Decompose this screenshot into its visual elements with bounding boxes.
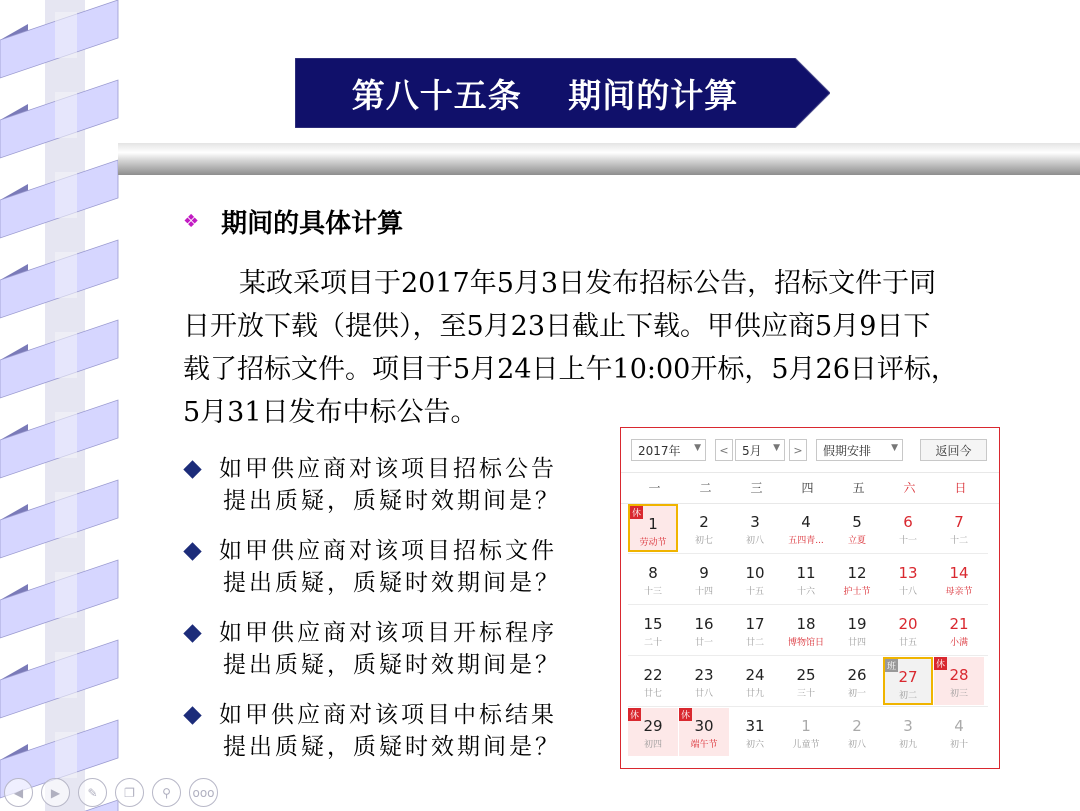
lunar-label: 母亲节 — [945, 587, 973, 597]
lunar-label: 三十 — [796, 689, 815, 699]
dropdown-arrow-icon: ▼ — [694, 443, 701, 453]
row-divider — [628, 655, 988, 656]
lunar-label: 二十 — [643, 638, 662, 648]
row-divider — [628, 604, 988, 605]
paragraph-line: 日开放下载（提供），至5月23日截止下载。甲供应商5月9日下 — [183, 311, 931, 342]
lunar-label: 廿一 — [694, 638, 713, 648]
holiday-tag: 休 — [628, 708, 641, 721]
day-number: 30 — [694, 717, 714, 735]
lunar-label: 廿四 — [847, 638, 866, 648]
day-number: 16 — [694, 615, 714, 633]
case-paragraph — [183, 262, 1013, 434]
lunar-label: 博物馆日 — [787, 638, 824, 648]
lunar-label: 初十 — [949, 740, 968, 750]
calendar-day[interactable] — [679, 708, 729, 756]
calendar-day[interactable] — [730, 606, 780, 654]
calendar-day[interactable] — [934, 504, 984, 552]
day-number: 14 — [949, 564, 969, 582]
bullet-icon: ❖ — [183, 211, 200, 232]
question-item: 如甲供应商对该项目招标公告 提出质疑，质疑时效期间是？ — [183, 453, 603, 535]
lunar-label: 十八 — [898, 587, 917, 597]
question-item: 如甲供应商对该项目开标程序 提出质疑，质疑时效期间是？ — [183, 617, 603, 699]
month-select[interactable]: 5月 ▼ — [735, 439, 785, 461]
calendar-day[interactable] — [628, 555, 678, 603]
calendar-day[interactable] — [679, 555, 729, 603]
calendar-day[interactable] — [832, 708, 882, 756]
calendar-day[interactable] — [730, 504, 780, 552]
header-bar — [118, 143, 1080, 175]
lunar-label: 儿童节 — [792, 740, 820, 750]
holiday-tag: 休 — [630, 506, 643, 519]
calendar-day[interactable] — [832, 555, 882, 603]
calendar-day[interactable] — [883, 657, 933, 705]
lunar-label: 廿八 — [694, 689, 713, 699]
row-divider — [628, 553, 988, 554]
calendar-day[interactable] — [934, 555, 984, 603]
weekday-label: 二 — [699, 481, 712, 495]
question-list — [183, 453, 603, 781]
lunar-label: 廿九 — [745, 689, 764, 699]
lunar-label: 初八 — [745, 536, 764, 546]
calendar-day[interactable] — [730, 708, 780, 756]
holiday-select[interactable]: 假期安排 ▼ — [816, 439, 903, 461]
lunar-label: 十三 — [643, 587, 662, 597]
calendar-day[interactable] — [628, 504, 678, 552]
day-number: 12 — [847, 564, 867, 582]
weekday-label: 六 — [903, 481, 916, 495]
slides-icon[interactable]: ❐ — [115, 778, 144, 807]
pen-icon[interactable]: ✎ — [78, 778, 107, 807]
calendar-day[interactable] — [832, 657, 882, 705]
heading-text: 期间的具体计算 — [221, 209, 404, 239]
day-number: 20 — [898, 615, 918, 633]
more-icon[interactable]: ooo — [189, 778, 218, 807]
day-number: 11 — [796, 564, 816, 582]
lunar-label: 初七 — [694, 536, 713, 546]
diamond-bullet-icon — [183, 453, 203, 485]
paragraph-line: 载了招标文件。项目于5月24日上午10:00开标，5月26日评标， — [183, 354, 958, 385]
day-number: 15 — [643, 615, 663, 633]
day-number: 3 — [903, 717, 913, 735]
calendar-day[interactable] — [781, 555, 831, 603]
ribbon-decoration — [0, 0, 125, 811]
calendar-day[interactable] — [883, 555, 933, 603]
calendar-day[interactable] — [628, 708, 678, 756]
page-title: 第八十五条 期间的计算 — [351, 75, 739, 115]
day-number: 25 — [796, 666, 816, 684]
lunar-label: 劳动节 — [639, 538, 667, 548]
today-button[interactable]: 返回今 — [920, 439, 987, 461]
day-number: 2 — [699, 513, 709, 531]
lunar-label: 廿二 — [745, 638, 764, 648]
paragraph-line: 5月31日发布中标公告。 — [183, 397, 478, 428]
calendar-day[interactable] — [832, 606, 882, 654]
row-divider — [628, 706, 988, 707]
diamond-bullet-icon — [183, 617, 203, 649]
day-number: 7 — [954, 513, 964, 531]
day-number: 1 — [801, 717, 811, 735]
lunar-label: 十五 — [745, 587, 764, 597]
day-number: 5 — [852, 513, 862, 531]
calendar-day[interactable] — [934, 708, 984, 756]
day-number: 3 — [750, 513, 760, 531]
day-number: 31 — [745, 717, 765, 735]
day-number: 6 — [903, 513, 913, 531]
calendar-day[interactable] — [883, 504, 933, 552]
calendar-day[interactable] — [883, 708, 933, 756]
lunar-label: 护士节 — [843, 587, 871, 597]
question-item: 如甲供应商对该项目中标结果 提出质疑，质疑时效期间是？ — [183, 699, 603, 781]
lunar-label: 五四青... — [788, 536, 824, 546]
lunar-label: 十六 — [796, 587, 815, 597]
day-number: 10 — [745, 564, 765, 582]
day-number: 19 — [847, 615, 867, 633]
day-number: 22 — [643, 666, 663, 684]
lunar-label: 廿七 — [643, 689, 662, 699]
weekday-label: 四 — [801, 481, 814, 495]
weekday-header — [621, 472, 999, 504]
calendar-day[interactable] — [934, 657, 984, 705]
question-item: 如甲供应商对该项目招标文件 提出质疑，质疑时效期间是？ — [183, 535, 603, 617]
day-number: 29 — [643, 717, 663, 735]
day-number: 24 — [745, 666, 765, 684]
day-number: 27 — [898, 668, 918, 686]
day-number: 1 — [648, 515, 658, 533]
day-number: 21 — [949, 615, 969, 633]
holiday-tag: 休 — [934, 657, 947, 670]
lunar-label: 小满 — [949, 638, 968, 648]
calendar-widget — [620, 427, 1000, 769]
day-number: 28 — [949, 666, 969, 684]
paragraph-line: 某政采项目于2017年5月3日发布招标公告，招标文件于同 — [239, 268, 937, 299]
lunar-label: 初六 — [745, 740, 764, 750]
lunar-label: 初四 — [643, 740, 662, 750]
calendar-day[interactable] — [730, 555, 780, 603]
day-number: 17 — [745, 615, 765, 633]
calendar-day[interactable] — [679, 504, 729, 552]
lunar-label: 初九 — [898, 740, 917, 750]
lunar-label: 初二 — [898, 691, 917, 701]
calendar-day[interactable] — [883, 606, 933, 654]
lunar-label: 初八 — [847, 740, 866, 750]
calendar-day[interactable] — [781, 504, 831, 552]
next-icon[interactable]: ▶ — [41, 778, 70, 807]
calendar-day[interactable] — [679, 606, 729, 654]
day-number: 4 — [954, 717, 964, 735]
slide-navigation — [4, 778, 226, 807]
diamond-bullet-icon — [183, 699, 203, 731]
day-number: 13 — [898, 564, 918, 582]
weekday-label: 五 — [852, 481, 865, 495]
year-select[interactable]: 2017年 ▼ — [631, 439, 706, 461]
day-number: 18 — [796, 615, 816, 633]
dropdown-arrow-icon: ▼ — [773, 443, 780, 453]
calendar-day[interactable] — [934, 606, 984, 654]
calendar-day[interactable] — [781, 606, 831, 654]
holiday-tag: 休 — [679, 708, 692, 721]
work-day-tag: 班 — [885, 659, 898, 672]
calendar-day[interactable] — [628, 657, 678, 705]
lunar-label: 初三 — [949, 689, 968, 699]
lunar-label: 端午节 — [690, 740, 718, 750]
next-month-button[interactable]: > — [789, 439, 807, 461]
weekday-label: 一 — [648, 481, 661, 495]
dropdown-arrow-icon: ▼ — [891, 443, 898, 453]
day-number: 4 — [801, 513, 811, 531]
zoom-icon[interactable]: ⚲ — [152, 778, 181, 807]
calendar-day[interactable] — [832, 504, 882, 552]
calendar-day[interactable] — [679, 657, 729, 705]
calendar-day[interactable] — [628, 606, 678, 654]
calendar-day[interactable] — [781, 657, 831, 705]
day-number: 23 — [694, 666, 714, 684]
lunar-label: 十一 — [898, 536, 917, 546]
day-number: 2 — [852, 717, 862, 735]
section-heading — [183, 203, 403, 240]
lunar-label: 廿五 — [898, 638, 917, 648]
lunar-label: 立夏 — [847, 536, 866, 546]
lunar-label: 十二 — [949, 536, 968, 546]
calendar-toolbar — [621, 428, 999, 472]
prev-icon[interactable]: ◀ — [4, 778, 33, 807]
title-banner — [295, 58, 830, 128]
diamond-bullet-icon — [183, 535, 203, 567]
lunar-label: 初一 — [847, 689, 866, 699]
weekday-label: 日 — [954, 481, 967, 495]
day-number: 9 — [699, 564, 709, 582]
calendar-day[interactable] — [730, 657, 780, 705]
day-number: 26 — [847, 666, 867, 684]
prev-month-button[interactable]: < — [715, 439, 733, 461]
day-number: 8 — [648, 564, 658, 582]
calendar-day[interactable] — [781, 708, 831, 756]
lunar-label: 十四 — [694, 587, 713, 597]
weekday-label: 三 — [750, 481, 763, 495]
